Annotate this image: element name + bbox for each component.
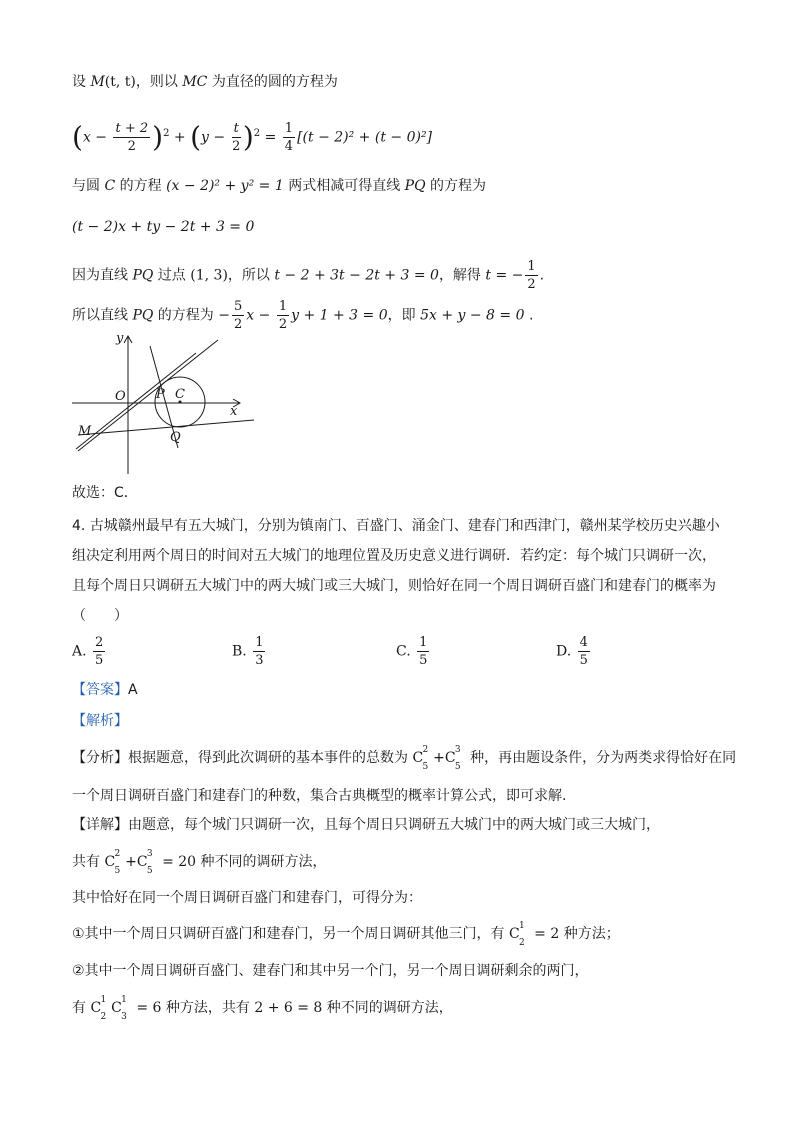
- choose-c-line: 故选：C．: [72, 485, 138, 501]
- option-c: C. $\frac{1}{5}$: [396, 635, 428, 668]
- text-line-3: 因为直线 PQ 过点 (1, 3)，所以 t − 2 + 3t − 2t + 3 = 0，解得 t = − $\frac{1}{2}$ .: [72, 259, 545, 292]
- analysis-tag: 【解析】: [72, 713, 128, 729]
- q4-line-2: 组决定利用两个周日的时间对五大城门的地理位置及历史意义进行调研．若约定：每个城门只调研一次，: [72, 548, 716, 564]
- fenxi-line-2: 一个周日调研百盛门和建春门的种数，集合古典概型的概率计算公式，即可求解.: [72, 788, 567, 804]
- label-q: Q: [170, 430, 181, 445]
- fenxi-line-1: 【分析】根据题意，得到此次调研的基本事件的总数为 C 2 5 +C 3 5 种，再由题设条件，分为两类求得恰好在同: [72, 745, 737, 772]
- label-y: y: [116, 331, 124, 346]
- q4-line-3: 且每个周日只调研五大城门中的两大城门或三大城门，则恰好在同一个周日调研百盛门和建春门的概率为: [72, 578, 716, 594]
- label-c: C: [175, 387, 185, 402]
- case-1: ①其中一个周日只调研百盛门和建春门，另一个周日调研其他三门，有 C 1 2 = 2 种方法；: [72, 921, 620, 948]
- equation-line-pq: (t − 2)x + ty − 2t + 3 = 0: [72, 219, 255, 235]
- option-d: D. $\frac{4}{5}$: [556, 635, 588, 668]
- option-a: A. $\frac{2}{5}$: [72, 635, 104, 668]
- equation-circle: (x − $\frac{t + 2}{2}$ )$^2$ + (y − $\frac{t}{2}$ )$^2$ = $\frac{1}{4}$ [(t − 2)² + (t − 0)²]: [72, 120, 433, 155]
- label-x: x: [230, 404, 238, 419]
- geometry-figure: [70, 328, 260, 478]
- total-line: 共有 C 2 5 +C 3 5 = 20 种不同的调研方法，: [72, 849, 327, 876]
- xiangjie-line-1: 【详解】由题意，每个城门只调研一次，且每个周日只调研五大城门中的两大城门或三大城门，: [72, 817, 660, 833]
- answer-line: 【答案】A: [72, 682, 138, 698]
- case-2: ②其中一个周日调研百盛门、建春门和其中另一个门，另一个周日调研剩余的两门，: [72, 963, 589, 979]
- answer-tag: 【答案】: [72, 682, 128, 698]
- option-b: B. $\frac{1}{3}$: [232, 635, 264, 668]
- cases-intro: 其中恰好在同一个周日调研百盛门和建春门，可得分为：: [72, 890, 422, 906]
- text-line-1: 设 M(t, t)，则以 MC 为直径的圆的方程为: [72, 74, 338, 90]
- case-2-result: 有 C 1 2 C 1 3 = 6 种方法，共有 2 + 6 = 8 种不同的调研方法，: [72, 995, 453, 1022]
- label-o: O: [115, 389, 126, 404]
- text-line-4: 所以直线 PQ 的方程为 − $\frac{5}{2}$ x − $\frac{1}{2}$ y + 1 + 3 = 0，即 5x + y − 8 = 0 .: [72, 299, 534, 332]
- q4-line-1: 4. 古城赣州最早有五大城门，分别为镇南门、百盛门、涌金门、建春门和西津门，赣州某学校历史兴趣小: [72, 518, 720, 534]
- text-line-2: 与圆 C 的方程 (x − 2)² + y² = 1 两式相减可得直线 PQ 的方程为: [72, 178, 487, 194]
- q4-line-4: （ ）: [72, 608, 128, 624]
- label-m: M: [78, 424, 92, 439]
- label-p: P: [156, 387, 165, 402]
- tangent-mp: [78, 340, 218, 451]
